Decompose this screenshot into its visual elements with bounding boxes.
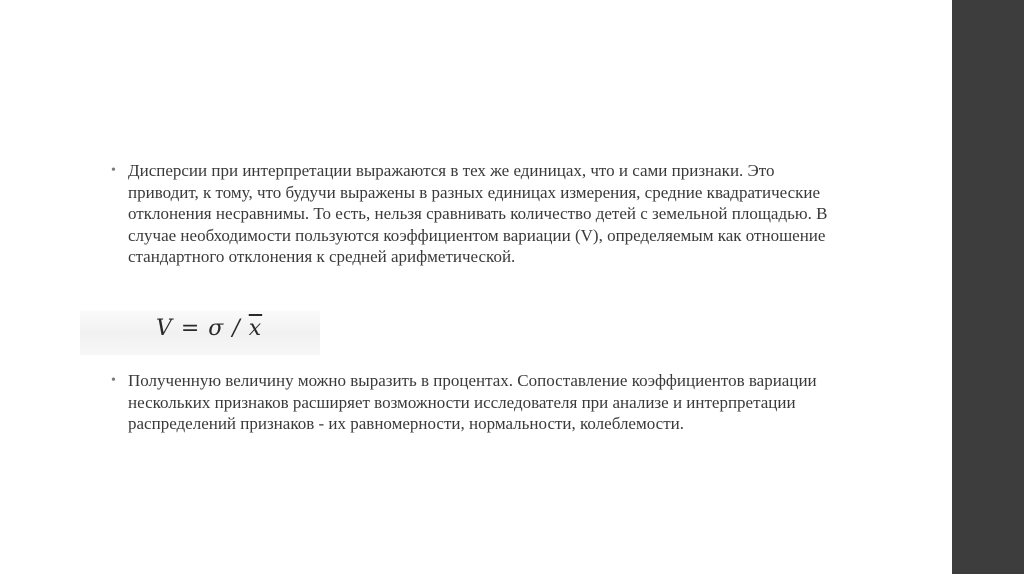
bullet-marker: • [111, 373, 116, 388]
formula-image [80, 311, 320, 355]
variation-coefficient-formula [156, 316, 262, 341]
formula-x-bar: $\overline{x}$ [248, 316, 263, 341]
bullet-text-2: Полученную величину можно выразить в процентах. Сопоставление коэффициентов вариации нескольких признаков расширяет возможности исследователя при анализе и интерпретации распределений признаков - их равномерности, нормальности, колеблемости. [128, 371, 817, 433]
bullet-text-1: Дисперсии при интерпретации выражаются в тех же единицах, что и сами признаки. Это приводит, к тому, что будучи выражены в разных единицах измерения, средние квадратические отклонения несравнимы. То есть, нельзя сравнивать количество детей с земельной площадью. В случае необходимости пользуются коэффициентом вариации (V), определяемым как отношение стандартного отклонения к средней арифметической. [128, 161, 828, 266]
bullet-paragraph-2 [111, 370, 831, 435]
formula-left: V = σ / [156, 316, 249, 341]
side-bar [952, 0, 1024, 574]
bullet-paragraph-1 [111, 160, 831, 268]
bullet-marker: • [111, 163, 116, 178]
